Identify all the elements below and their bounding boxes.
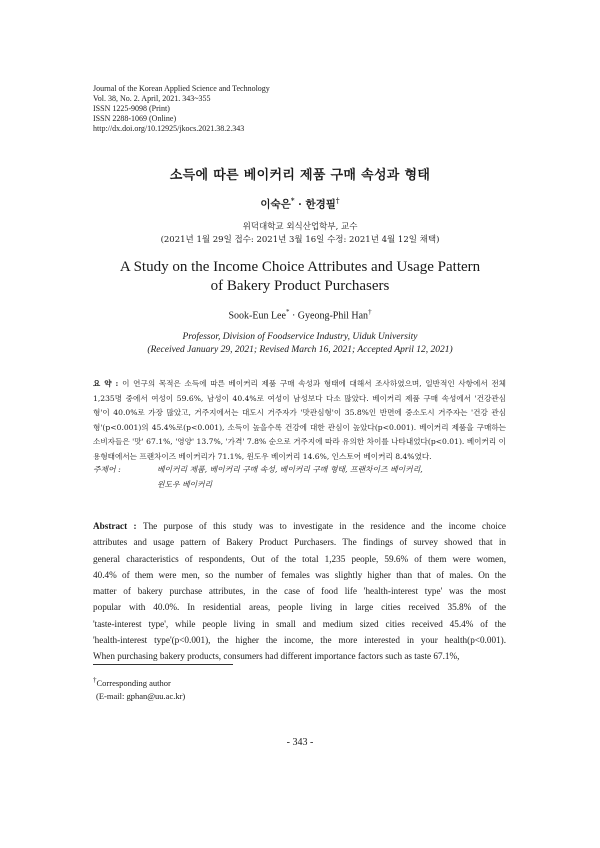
title-english	[0, 258, 600, 296]
author-1-mark: *	[290, 196, 295, 205]
author-2-name-en: Gyeong-Phil Han	[297, 310, 369, 322]
keywords-korean-label: 주제어 :	[93, 465, 121, 474]
footnote-dagger: †	[93, 676, 97, 684]
affiliation-korean-line: 위덕대학교 외식산업학부, 교수	[242, 222, 358, 232]
author-1-name-en: Sook-Eun Lee	[228, 310, 286, 322]
abstract-english-line-8: 'health-interest type'(p<0.001), the higher the income, the more interested in your health(p<0.001).	[93, 635, 506, 646]
received-dates-korean: (2021년 1월 29일 접수: 2021년 3월 16일 수정: 2021년 4월 12일 채택)	[160, 235, 440, 245]
abstract-english-line	[93, 518, 506, 534]
keywords-korean-line-2: 윈도우 베이커리	[157, 480, 213, 489]
affiliation-korean	[0, 221, 600, 247]
author-2-mark: †	[335, 196, 340, 205]
received-dates-english: (Received January 29, 2021; Revised March 16, 2021; Accepted April 12, 2021)	[147, 344, 453, 355]
footnote-label: Corresponding author	[96, 677, 171, 688]
abstract-english-line-7: 'taste-interest type', while people living in small and medium sized cities received 45.4% of the	[93, 618, 506, 629]
author-2-mark-en: †	[368, 308, 372, 316]
abstract-korean	[93, 377, 506, 465]
author-1-mark-en: *	[285, 308, 290, 316]
footnote-email[interactable]: (E-mail: gphan@uu.ac.kr)	[96, 690, 186, 701]
affiliation-english-line: Professor, Division of Foodservice Industry, Uiduk University	[182, 332, 418, 342]
author-2-name: 한경필	[305, 198, 336, 211]
abstract-english-line-9: When purchasing bakery products, consumers had different importance factors such as taste 67.1%,	[93, 651, 460, 662]
journal-header	[93, 84, 270, 134]
journal-volume: Vol. 38, No. 2. April, 2021. 343~355	[93, 94, 211, 103]
title-korean: 소득에 따른 베이커리 제품 구매 속성과 형태	[169, 168, 431, 183]
journal-name: Journal of the Korean Applied Science and Technology	[93, 84, 270, 93]
abstract-english-label: Abstract :	[93, 521, 143, 531]
journal-issn-print: ISSN 1225-9098 (Print)	[93, 104, 170, 113]
journal-issn-online: ISSN 2288-1069 (Online)	[93, 114, 177, 123]
abstract-english-line-3: general characteristics of respondents, Out of the total 1,235 people, 59.6% of them were women,	[93, 553, 506, 564]
journal-doi-link[interactable]: http://dx.doi.org/10.12925/jkocs.2021.38.2.343	[93, 124, 245, 133]
keywords-korean-line-1: 베이커리 제품, 베이커리 구매 속성, 베이커리 구매 형태, 프랜차이즈 베이커리,	[157, 465, 423, 474]
authors-english	[0, 308, 600, 321]
title-english-line-2: of Bakery Product Purchasers	[210, 278, 390, 294]
abstract-english-line-2: attributes and usage pattern of Bakery Product Purchasers. The findings of survey showed that in	[93, 537, 506, 548]
abstract-english	[93, 518, 506, 665]
abstract-english-line-1: The purpose of this study was to investigate in the residence and the income choice	[142, 521, 506, 531]
author-separator: ·	[294, 198, 306, 211]
footnote-divider	[93, 664, 233, 665]
author-1-name: 이숙은	[260, 198, 291, 211]
abstract-korean-body: 이 연구의 목적은 소득에 따른 베이커리 제품 구매 속성과 형태에 대해서 조사하였으며, 일반적인 사항에서 전체 1,235명 중에서 여성이 59.6%, 남성이 40.4%로 여성이 남성보다 다소 많았다. 베이커리 제품 구매 속성에서 '건강관심형'이 40.0%로 가장 많았고, 거주지에서는 대도시 거주자가 '맛관심형'이 35.8%인 반면에 중소도시 거주자는 '건강 관심형'(p<0.001)의 45.4%로(p<0.001), 소득이 높을수록 건강에 대한 관심이 높았다(p<0.001). 베이커리 제품을 구매하는 소비자들은 '맛' 67.1%, '영양' 13.7%, '가격' 7.8% 순으로 거주지에 따라 유의한 차이를 나타내었다(p<0.01). 베이커리 이용형태에서는 프랜차이즈 베이커리가 71.1%, 윈도우 베이커리 14.6%, 인스토어 베이커리 8.4%였다.	[93, 379, 507, 461]
authors-korean	[0, 196, 600, 212]
abstract-english-line-4: 40.4% of them were men, so the number of females was slightly higher than that of males. On the	[93, 569, 506, 580]
abstract-english-line-6: popular with 40.0%. In residential areas, people living in large cities received 35.8% of the	[93, 602, 506, 613]
affiliation-english	[0, 331, 600, 356]
abstract-english-line-5: matter of bakery purchase attributes, in the case of food life 'health-interest type' was the most	[93, 586, 506, 597]
author-separator-en: ·	[289, 310, 298, 322]
abstract-korean-label: 요 약 :	[93, 379, 123, 388]
keywords-korean	[93, 462, 523, 492]
corresponding-author-footnote	[93, 674, 185, 703]
page-number: - 343 -	[286, 737, 314, 748]
title-english-line-1: A Study on the Income Choice Attributes and Usage Pattern	[119, 259, 481, 275]
